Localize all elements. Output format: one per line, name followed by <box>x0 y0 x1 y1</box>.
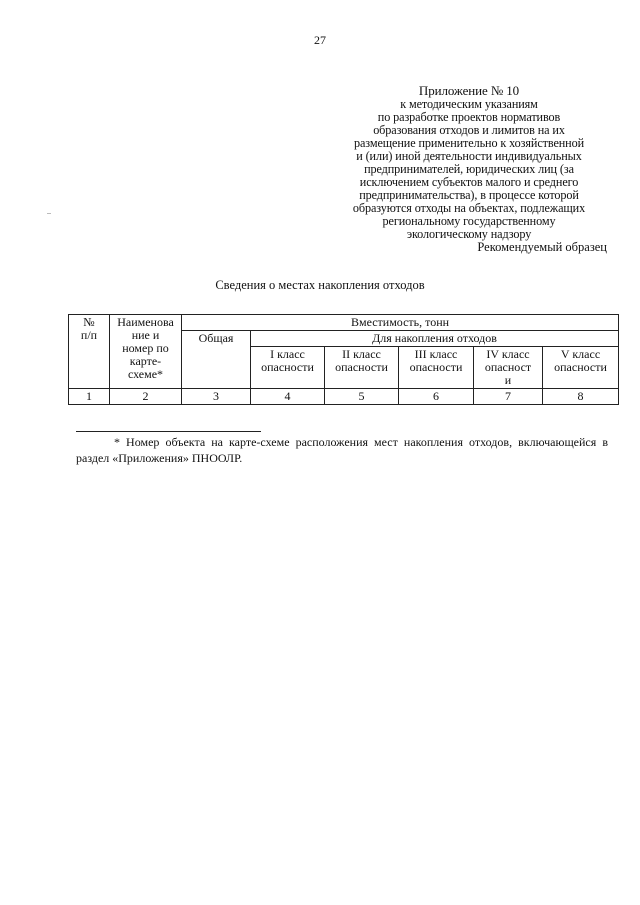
header-total: Общая <box>182 331 251 389</box>
appendix-line: образуются отходы на объектах, подлежащих <box>352 201 586 215</box>
column-number-cell: 3 <box>182 389 251 405</box>
table-row <box>69 389 619 405</box>
appendix-line: предпринимателей, юридических лиц (за <box>364 162 574 176</box>
header-class-2: II класс опасности <box>325 347 399 389</box>
appendix-line: региональному государственному <box>382 214 556 228</box>
appendix-line: по разработке проектов нормативов <box>377 110 561 124</box>
header-class-4: IV класс опасност и <box>474 347 543 389</box>
header-class-5: V класс опасности <box>543 347 619 389</box>
column-number-cell: 2 <box>110 389 182 405</box>
column-number-cell: 7 <box>474 389 543 405</box>
appendix-line: предпринимательства), в процессе которой <box>359 188 579 202</box>
waste-storage-table <box>68 314 619 405</box>
footnote: * Номер объекта на карте-схеме расположения мест накопления отходов, включающейся в раздел «Приложения» ПНООЛР. <box>76 435 608 465</box>
appendix-line: к методическим указаниям <box>400 97 538 111</box>
column-number-cell: 1 <box>69 389 110 405</box>
appendix-header <box>318 84 620 241</box>
header-row-number: № п/п <box>69 315 110 389</box>
header-name-and-map-number: Наименова ние и номер по карте- схеме* <box>110 315 182 389</box>
appendix-line: экологическому надзору <box>406 227 532 241</box>
document-heading: Сведения о местах накопления отходов <box>215 278 425 292</box>
appendix-line: исключением субъектов малого и среднего <box>359 175 579 189</box>
page-number: 27 <box>314 33 326 47</box>
sample-label: Рекомендуемый образец <box>477 240 607 254</box>
column-number-cell: 4 <box>251 389 325 405</box>
column-number-cell: 6 <box>399 389 474 405</box>
appendix-line: размещение применительно к хозяйственной <box>353 136 585 150</box>
appendix-line: образования отходов и лимитов на их <box>373 123 565 137</box>
header-class-1: I класс опасности <box>251 347 325 389</box>
footnote-divider <box>76 431 261 432</box>
margin-mark <box>47 213 51 214</box>
header-for-storage: Для накопления отходов <box>251 331 619 347</box>
header-capacity: Вместимость, тонн <box>182 315 619 331</box>
column-number-cell: 8 <box>543 389 619 405</box>
appendix-title: Приложение № 10 <box>418 83 520 98</box>
header-class-3: III класс опасности <box>399 347 474 389</box>
appendix-line: и (или) иной деятельности индивидуальных <box>356 149 582 163</box>
column-number-cell: 5 <box>325 389 399 405</box>
